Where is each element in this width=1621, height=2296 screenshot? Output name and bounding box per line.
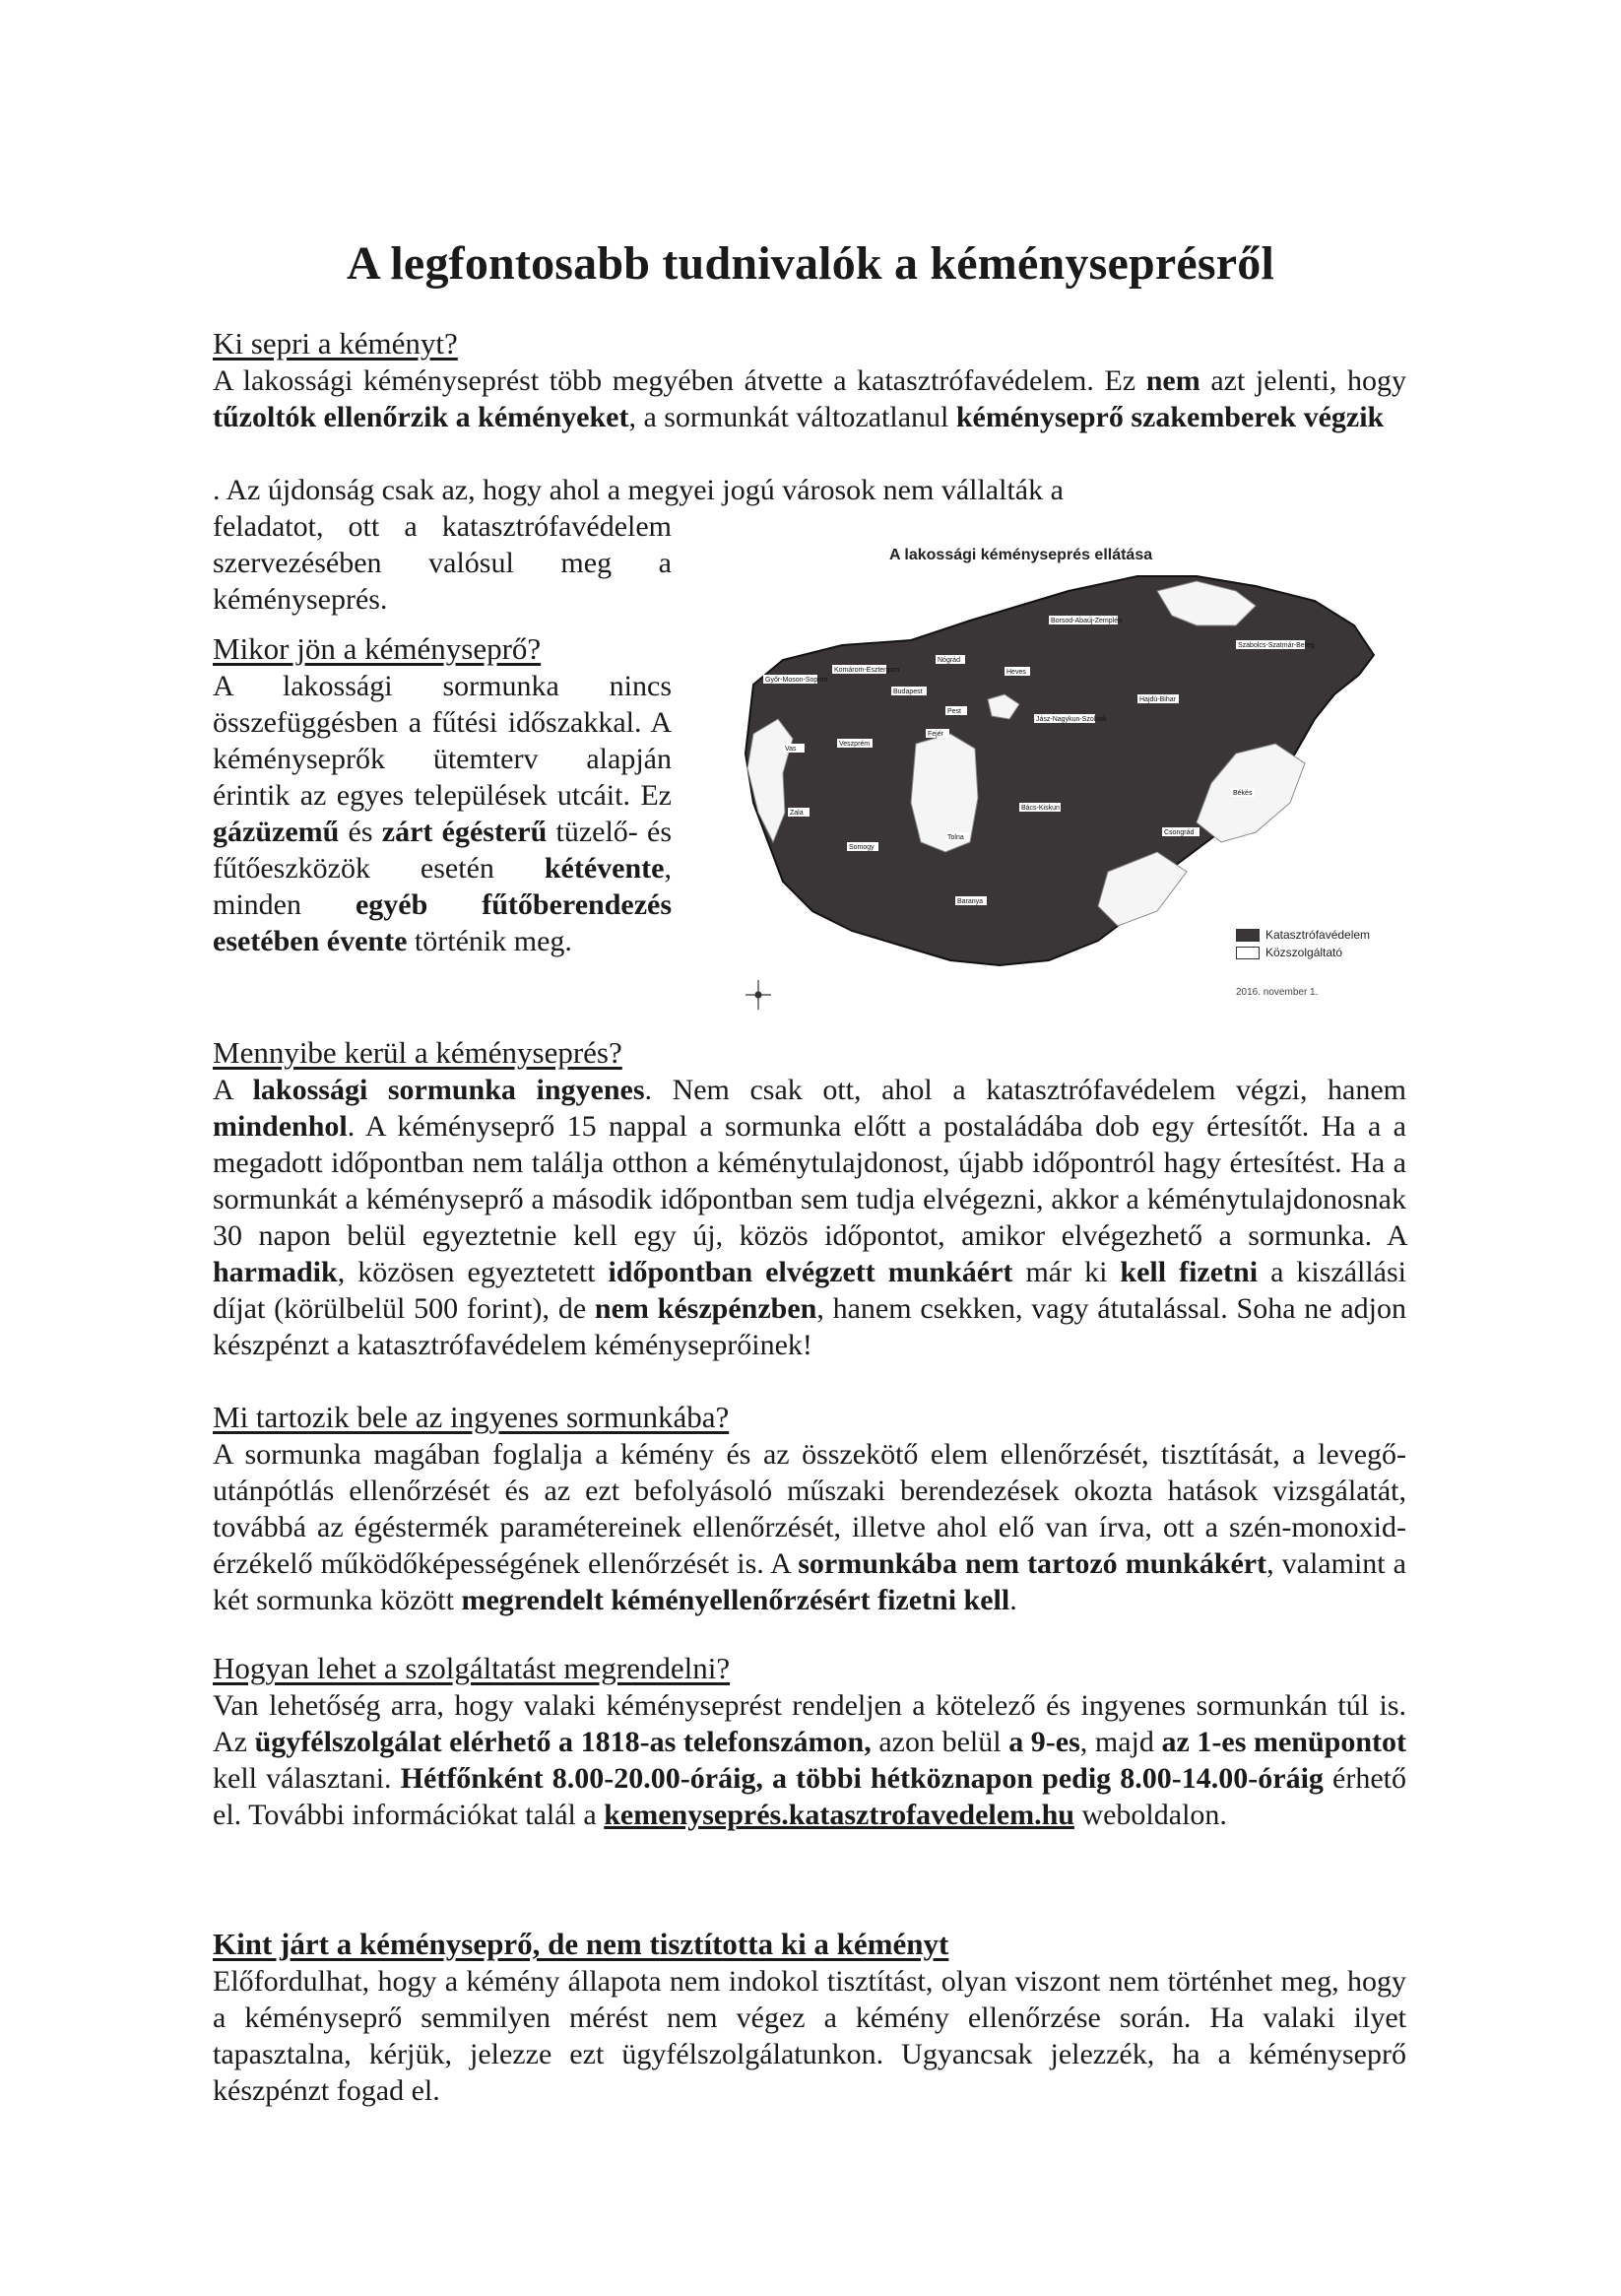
region-label: Csongrád — [1164, 829, 1195, 836]
text-run: a kiszállási díjat (körülbelül 500 forint), de — [213, 1256, 1407, 1325]
paragraph-continued — [213, 472, 1406, 508]
region-label: Fejér — [928, 731, 943, 738]
section-kint-jart — [213, 1926, 1406, 2109]
region-label: Heves — [1006, 669, 1026, 676]
text-run: . Nem csak ott, ahol a katasztrófavédelem végzi, hanem — [644, 1074, 1406, 1106]
text-run: . Az újdonság csak az, hogy ahol a megyei jogú városok nem vállalták a — [213, 474, 1064, 506]
region-label: Bács-Kiskun — [1021, 805, 1060, 812]
legend-item — [1236, 926, 1370, 944]
section-mennyibe — [213, 1034, 1406, 1363]
section-heading: Mennyibe kerül a kéményseprés? — [213, 1035, 622, 1070]
text-run: , közösen egyeztetett — [337, 1256, 596, 1288]
region-label: Baranya — [957, 898, 984, 905]
map-figure — [724, 547, 1413, 1015]
section-ki-sepri — [213, 325, 1406, 362]
region-label: Budapest — [893, 689, 923, 695]
paragraph — [213, 362, 1406, 435]
paragraph: Előfordulhat, hogy a kémény állapota nem indokol tisztítást, olyan viszont nem történhet meg, hogy a kéményseprő semmilyen mérést nem végez a kémény ellenőrzése során. Ha valaki ilyet tapasztalna, kérjük, jelezze ezt ügyfélszolgálatunkon. Ugyancsak jelezzék, ha a kéményseprő készpénzt fogad el. — [213, 1965, 1406, 2107]
map-legend — [1236, 926, 1370, 961]
bold-text: Hétfőnként 8.00-20.00-óráig, a többi hétköznapon pedig 8.00-14.00-óráig — [400, 1762, 1324, 1795]
section-heading: Mi tartozik bele az ingyenes sormunkába? — [213, 1400, 730, 1434]
region-label: Hajdú-Bihar — [1139, 696, 1176, 703]
page-title: A legfontosabb tudnivalók a kéményseprésről — [346, 237, 1275, 290]
bold-text: harmadik — [213, 1256, 338, 1288]
text-run: érhető el. További információkat talál a — [213, 1762, 1406, 1831]
region-label: Nógrád — [938, 657, 960, 664]
section-ki-sepri-body — [213, 362, 1406, 435]
text-run: és — [348, 816, 373, 848]
section-heading: Kint járt a kéményseprő, de nem tisztította ki a kéményt — [213, 1927, 949, 1961]
legend-swatch — [1236, 929, 1260, 942]
legend-swatch — [1236, 947, 1260, 959]
bold-text: időpontban elvégzett munkáért — [608, 1256, 1013, 1288]
region-label: Somogy — [849, 844, 875, 851]
bold-text: zárt égésterű — [381, 816, 548, 848]
region-label: Borsod-Abaúj-Zemplén — [1051, 618, 1122, 624]
text-run: történik meg. — [414, 925, 572, 957]
section-heading: Mikor jön a kéményseprő? — [213, 631, 542, 666]
section-mikor — [213, 630, 672, 959]
paragraph-tail: feladatot, ott a katasztrófavédelem szervezésében valósul meg a kéményseprés. — [213, 510, 672, 616]
bold-text: az 1-es menüpontot — [1161, 1726, 1407, 1758]
legend-label: Közszolgáltató — [1265, 946, 1343, 959]
text-run: már ki — [1025, 1256, 1108, 1288]
region-label: Győr-Moson-Sopron — [765, 677, 828, 684]
text-run: A — [213, 1074, 233, 1106]
text-run: , minden — [213, 852, 672, 921]
region-label: Jász-Nagykun-Szolnok — [1036, 716, 1107, 723]
text-run: tüzelő- és fűtőeszközök esetén — [213, 816, 672, 885]
bold-text: nem készpénzben — [594, 1292, 817, 1325]
map-title: A lakossági kéményseprés ellátása — [889, 547, 1153, 563]
section-hogyan — [213, 1650, 1406, 1833]
text-run: , majd — [1079, 1726, 1154, 1758]
section-ki-sepri-cont — [213, 472, 1406, 508]
bold-text: a 9-es — [1008, 1726, 1080, 1758]
bold-text: tűzoltók ellenőrzik a kéményeket — [213, 401, 629, 433]
paragraph — [213, 1687, 1406, 1833]
legend-item — [1236, 944, 1370, 961]
bold-text: kétévente — [544, 852, 665, 885]
bold-text: sormunkába nem tartozó munkákért — [798, 1547, 1267, 1580]
region-label: Pest — [947, 708, 962, 715]
region-label: Szabolcs-Szatmár-Bereg — [1238, 642, 1315, 649]
region-label: Békés — [1233, 790, 1253, 797]
bold-text: nem — [1145, 364, 1200, 397]
paragraph — [213, 668, 672, 959]
legend-label: Katasztrófavédelem — [1265, 928, 1371, 942]
text-run: Van lehetőség arra, hogy valaki kéményseprést rendeljen a kötelező és ingyenes sormunkán túl is. Az — [213, 1689, 1406, 1758]
bold-text: egyéb fűtőberendezés esetében évente — [213, 888, 672, 957]
paragraph — [213, 1072, 1406, 1363]
bold-text: kéményseprő szakemberek végzik — [955, 401, 1385, 433]
region-label: Tolna — [947, 834, 964, 841]
text-run: azon belül — [878, 1726, 1002, 1758]
text-run: A sormunka magában foglalja a kémény és az összekötő elem ellenőrzését, tisztítását, a levegő-utánpótlás ellenőrzését és az ezt befolyásoló műszaki berendezések okozta hatások vizsgálatát, továbbá az égéstermék paramétereinek ellenőrzését, illetve ahol elő van írva, ott a szén-monoxid-érzékelő működőképességének ellenőrzését is. A — [213, 1438, 1406, 1580]
paragraph — [213, 1436, 1406, 1618]
bold-text: gázüzemű — [213, 816, 340, 848]
section-heading: Hogyan lehet a szolgáltatást megrendelni? — [213, 1651, 731, 1685]
section-mi-tartozik — [213, 1399, 1406, 1618]
region-label: Zala — [790, 810, 804, 817]
compass-icon — [746, 980, 771, 1010]
website-link[interactable]: kemenyseprés.katasztrofavedelem.hu — [604, 1799, 1074, 1831]
map-date: 2016. november 1. — [1236, 987, 1319, 998]
text-run: . — [1009, 1584, 1017, 1616]
text-run: . A kéményseprő 15 nappal a sormunka előtt a postaládába dob egy értesítőt. Ha a a megadott időpontban nem találja otthon a kéménytulajdonost, újabb időpontról hagy értesítést. Ha a sormunkát a kéményseprő a második időpontban sem tudja elvégezni, akkor a kéménytulajdonosnak 30 napon belül egyeztetnie kell egy új, közös időpontot, amikor elvégezhető a sormunka. A — [213, 1110, 1406, 1252]
text-run: A lakossági kéményseprést több megyében átvette a katasztrófavédelem. Ez — [213, 364, 1136, 397]
region-label: Veszprém — [839, 741, 871, 748]
bold-text: kell fizetni — [1120, 1256, 1259, 1288]
region-label: Komárom-Esztergom — [834, 667, 900, 674]
bold-text: ügyfélszolgálat elérhető a 1818-as telefonszámon, — [254, 1726, 872, 1758]
text-run: , a sormunkát változatlanul — [628, 401, 949, 433]
text-run: A lakossági sormunka nincs összefüggésben a fűtési időszakkal. A kéményseprők ütemterv alapján érintik az egyes települések utcáit. Ez — [213, 670, 672, 812]
section-heading: Ki sepri a kéményt? — [213, 326, 458, 361]
text-run: , valamint a két sormunka között — [213, 1547, 1406, 1616]
text-run: weboldalon. — [1081, 1799, 1227, 1831]
region-label: Vas — [785, 746, 797, 753]
bold-text: megrendelt kéményellenőrzésért fizetni kell — [461, 1584, 1010, 1616]
bold-text: mindenhol — [213, 1110, 348, 1143]
text-run: kell választani. — [213, 1762, 392, 1795]
text-run: azt jelenti, hogy — [1210, 364, 1407, 397]
bold-text: lakossági sormunka ingyenes — [252, 1074, 645, 1106]
text-run: , hanem csekken, vagy átutalással. Soha ne adjon készpénzt a katasztrófavédelem kéményseprőinek! — [213, 1292, 1407, 1361]
section-ki-sepri-tail — [213, 508, 672, 618]
